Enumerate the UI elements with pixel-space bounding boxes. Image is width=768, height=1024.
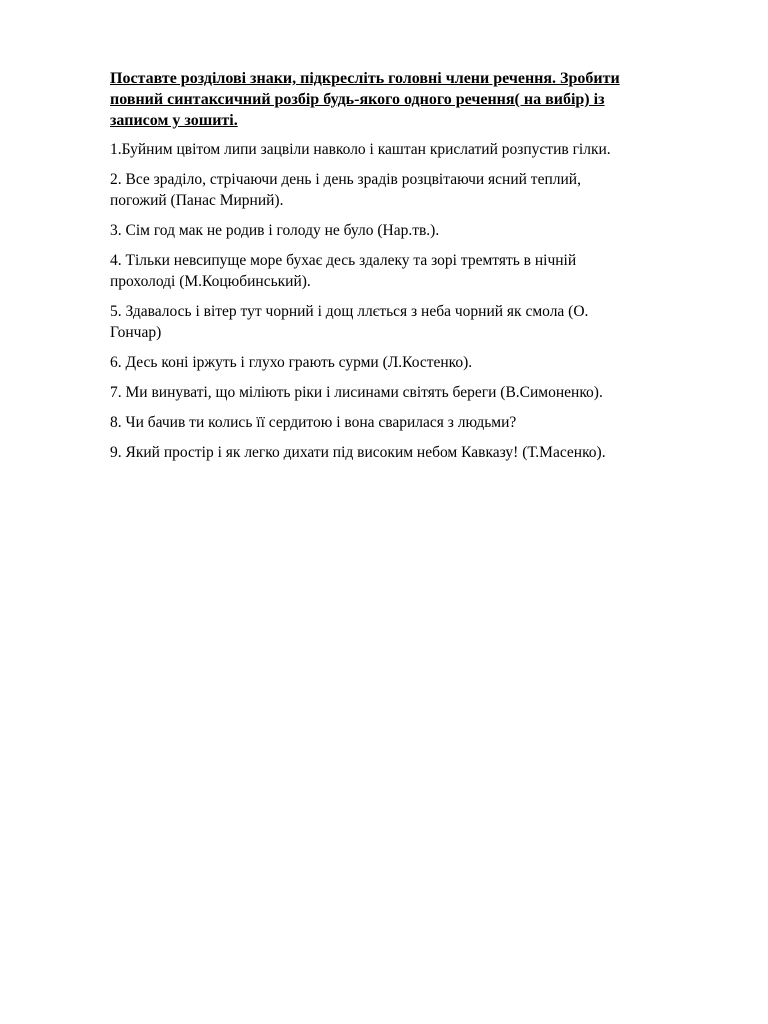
sentence-line: 2. Все зраділо, стрічаючи день і день зрадів розцвітаючи ясний теплий,	[110, 171, 581, 188]
task-heading-line: Поставте розділові знаки, підкресліть головні члени речення. Зробити	[110, 70, 620, 87]
sentence-9	[110, 442, 710, 463]
task-heading-line: повний синтаксичний розбір будь-якого одного речення( на вибір) із	[110, 91, 605, 108]
sentence-5	[110, 301, 710, 343]
sentence-3	[110, 220, 710, 241]
sentence-6	[110, 352, 710, 373]
sentence-line: погожий (Панас Мирний).	[110, 192, 284, 209]
sentence-1	[110, 139, 710, 160]
sentence-line: Гончар)	[110, 324, 162, 341]
sentence-line: 7. Ми винуваті, що міліють ріки і лисинами світять береги (В.Симоненко).	[110, 384, 603, 401]
sentence-7	[110, 382, 710, 403]
task-heading	[110, 68, 710, 131]
sentence-line: 9. Який простір і як легко дихати під високим небом Кавказу! (Т.Масенко).	[110, 444, 606, 461]
sentence-8	[110, 412, 710, 433]
task-heading-line: записом у зошиті.	[110, 112, 238, 129]
sentence-line: 1.Буйним цвітом липи зацвіли навколо і каштан крислатий розпустив гілки.	[110, 141, 611, 158]
sentence-2	[110, 169, 710, 211]
sentence-line: 5. Здавалось і вітер тут чорний і дощ ллється з неба чорний як смола (О.	[110, 303, 589, 320]
sentence-line: 3. Сім год мак не родив і голоду не було (Нар.тв.).	[110, 222, 440, 239]
sentence-line: 4. Тільки невсипуще море бухає десь здалеку та зорі тремтять в нічній	[110, 252, 577, 269]
sentence-4	[110, 250, 710, 292]
sentence-line: прохолоді (М.Коцюбинський).	[110, 273, 311, 290]
sentence-line: 8. Чи бачив ти колись її сердитою і вона сварилася з людьми?	[110, 414, 517, 431]
sentence-line: 6. Десь коні іржуть і глухо грають сурми (Л.Костенко).	[110, 354, 473, 371]
document-page	[110, 68, 710, 472]
